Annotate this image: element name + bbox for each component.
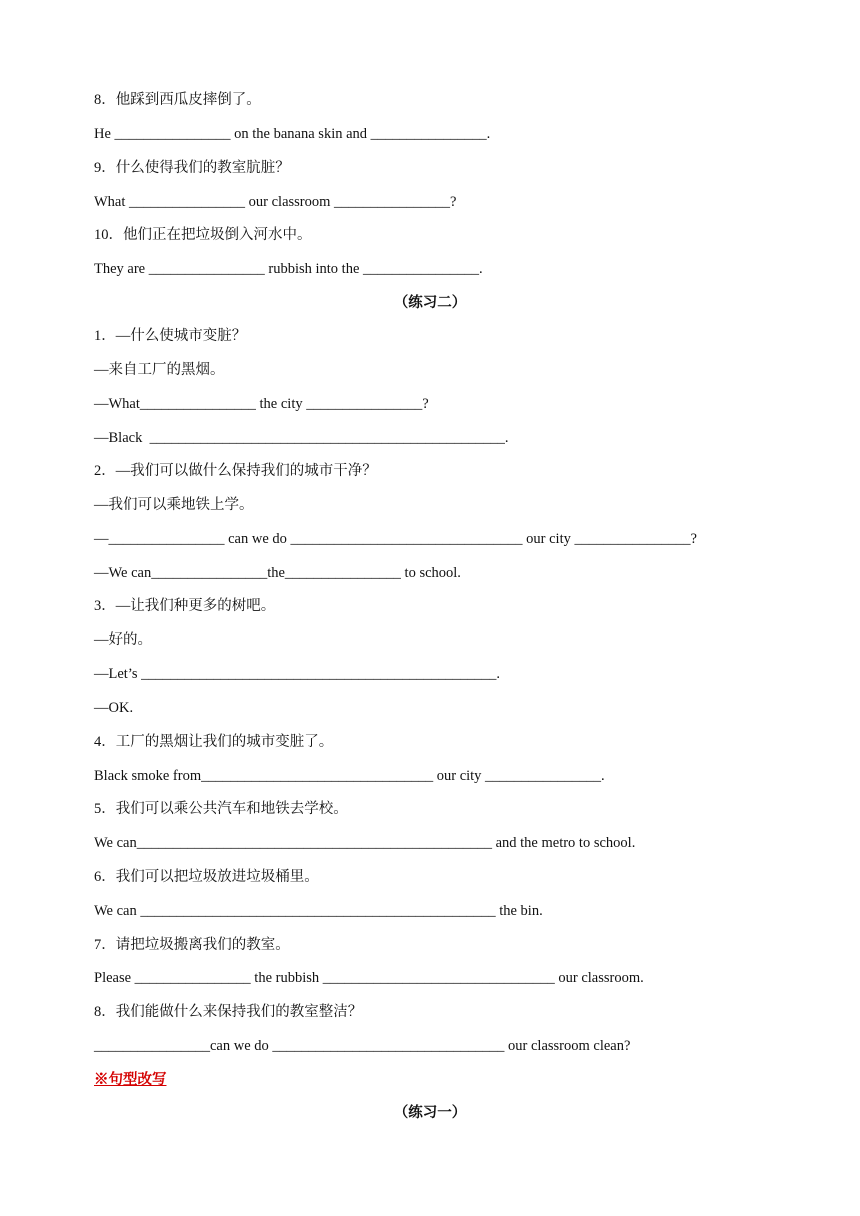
q10-chinese: 10．他们正在把垃圾倒入河水中。 xyxy=(94,227,312,243)
e2-q7-chinese: 7．请把垃圾搬离我们的教室。 xyxy=(94,937,290,953)
e2-q2-chinese-a: 2．—我们可以做什么保持我们的城市干净？ xyxy=(94,463,377,479)
e2-q5-english: We can_________________________________________________ and the metro to school. xyxy=(94,835,636,851)
e2-q5-chinese: 5．我们可以乘公共汽车和地铁去学校。 xyxy=(94,801,348,817)
e2-q1-chinese-b: —来自工厂的黑烟。 xyxy=(94,362,225,378)
e2-q6-english: We can _________________________________________________ the bin. xyxy=(94,903,543,919)
e2-q3-english-a: —Let’s _________________________________________________. xyxy=(94,666,500,682)
e2-q4-chinese: 4．工厂的黑烟让我们的城市变脏了。 xyxy=(94,734,334,750)
e2-q2-english-a: —________________ can we do ________________________________ our city ________________? xyxy=(94,531,697,547)
e2-q7-english: Please ________________ the rubbish ________________________________ our classroom. xyxy=(94,970,644,986)
q9-chinese: 9．什么使得我们的教室肮脏？ xyxy=(94,160,290,176)
e2-q8-chinese: 8．我们能做什么来保持我们的教室整洁？ xyxy=(94,1004,363,1020)
e2-q3-chinese-b: —好的。 xyxy=(94,632,152,648)
e2-q8-english: ________________can we do ________________________________ our classroom clean? xyxy=(94,1038,631,1054)
e2-q1-english-b: —Black _________________________________________________. xyxy=(94,430,509,446)
section-title-sentence-rewrite: ※句型改写 xyxy=(94,1072,167,1088)
e2-q3-english-b: —OK. xyxy=(94,700,134,716)
e2-q3-chinese-a: 3．—让我们种更多的树吧。 xyxy=(94,598,276,614)
e2-q6-chinese: 6．我们可以把垃圾放进垃圾桶里。 xyxy=(94,869,319,885)
section-heading-exercise-2: （练习二） xyxy=(393,295,467,311)
e2-q2-english-b: —We can________________the________________ to school. xyxy=(94,565,461,581)
e2-q1-chinese-a: 1．—什么使城市变脏？ xyxy=(94,328,247,344)
section-heading-exercise-1: （练习一） xyxy=(393,1105,467,1121)
q8-chinese: 8．他踩到西瓜皮摔倒了。 xyxy=(94,92,261,108)
e2-q4-english: Black smoke from________________________________ our city ________________. xyxy=(94,768,605,784)
e2-q1-english-a: —What________________ the city ________________? xyxy=(94,396,429,412)
e2-q2-chinese-b: —我们可以乘地铁上学。 xyxy=(94,497,254,513)
q9-english: What ________________ our classroom ________________? xyxy=(94,194,457,210)
q10-english: They are ________________ rubbish into the ________________. xyxy=(94,261,483,277)
q8-english: He ________________ on the banana skin and ________________. xyxy=(94,126,491,142)
